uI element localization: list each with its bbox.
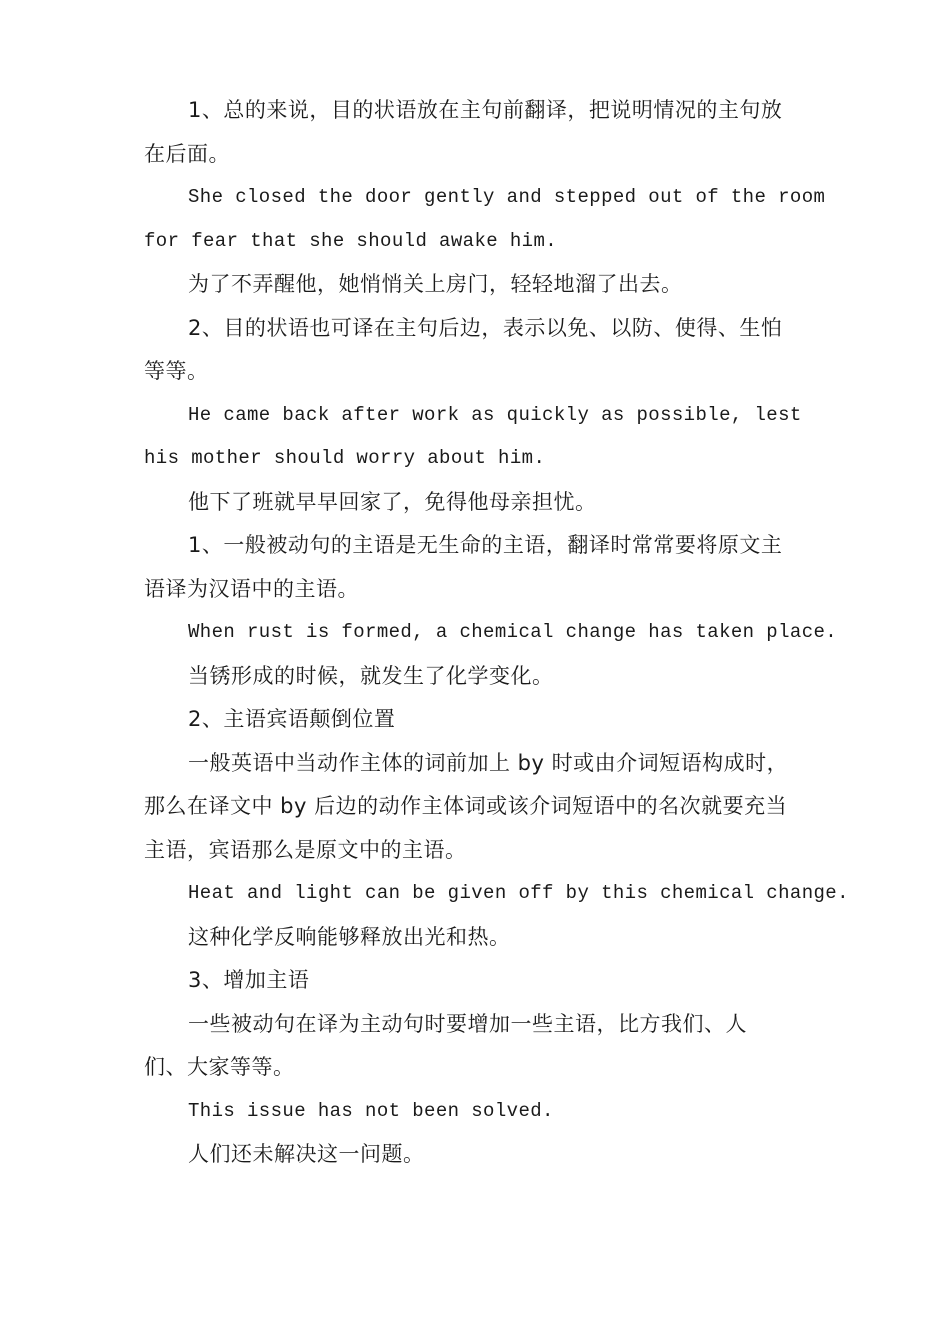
chinese-text-line: 2、主语宾语颠倒位置 [188, 707, 396, 731]
chinese-text-line: 他下了班就早早回家了，免得他母亲担忧。 [188, 489, 597, 514]
chinese-text-line: 1、总的来说，目的状语放在主句前翻译，把说明情况的主句放 [188, 98, 783, 122]
english-text-line: his mother should worry about him. [144, 447, 546, 469]
chinese-text-line: 2、目的状语也可译在主句后边，表示以免、以防、使得、生怕 [188, 315, 783, 340]
chinese-text-line: 语译为汉语中的主语。 [144, 576, 359, 601]
english-text-line: Heat and light can be given off by this chemical change. [188, 882, 849, 904]
chinese-text-line: 为了不弄醒他，她悄悄关上房门，轻轻地溜了出去。 [188, 272, 683, 296]
chinese-text-line: 当锈形成的时候，就发生了化学变化。 [188, 663, 554, 688]
chinese-text-line: 等等。 [144, 359, 209, 383]
english-text-line: She closed the door gently and stepped out of the room [188, 186, 826, 208]
chinese-text-line: 人们还未解决这一问题。 [188, 1142, 425, 1166]
chinese-text-line: 一般英语中当动作主体的词前加上 by 时或由介词短语构成时， [188, 750, 789, 775]
chinese-text-line: 3、增加主语 [188, 968, 310, 992]
chinese-text-line: 们、大家等等。 [144, 1055, 295, 1079]
document-body [144, 89, 849, 1177]
english-text-line: When rust is formed, a chemical change has taken place. [188, 621, 838, 643]
chinese-text-line: 1、一般被动句的主语是无生命的主语，翻译时常常要将原文主 [188, 533, 783, 557]
chinese-text-line: 在后面。 [144, 141, 230, 166]
chinese-text-line: 一些被动句在译为主动句时要增加一些主语，比方我们、人 [188, 1011, 747, 1036]
chinese-text-line: 主语，宾语那么是原文中的主语。 [144, 837, 467, 862]
chinese-text-line: 这种化学反响能够释放出光和热。 [188, 924, 511, 949]
english-text-line: for fear that she should awake him. [144, 229, 558, 252]
chinese-text-line: 那么在译文中 by 后边的动作主体词或该介词短语中的名次就要充当 [144, 794, 788, 818]
english-text-line: He came back after work as quickly as possible, lest [188, 403, 802, 426]
english-text-line: This issue has not been solved. [188, 1099, 554, 1122]
